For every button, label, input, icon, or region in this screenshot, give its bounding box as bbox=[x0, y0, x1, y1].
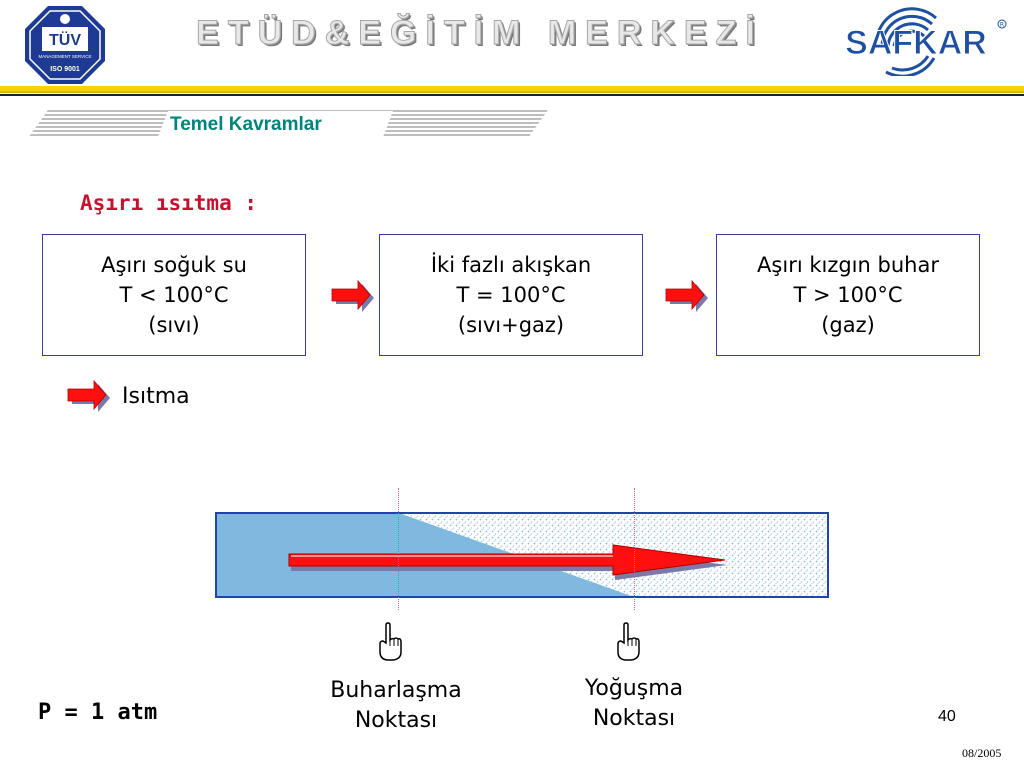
heating-tube-diagram bbox=[215, 512, 829, 598]
section-title: Temel Kavramlar bbox=[170, 114, 322, 135]
boiling-point-marker bbox=[398, 488, 399, 610]
state-phase: (sıvı) bbox=[148, 313, 200, 337]
pointing-hand-icon bbox=[612, 622, 642, 662]
pointing-hand-icon bbox=[374, 622, 404, 662]
state-box-subcooled-water bbox=[42, 234, 306, 356]
point-label-line: Buharlaşma bbox=[330, 678, 462, 703]
state-temperature: T = 100°C bbox=[456, 283, 566, 307]
state-box-two-phase-fluid bbox=[379, 234, 643, 356]
safkar-logo bbox=[816, 6, 1016, 76]
state-phase: (gaz) bbox=[821, 313, 875, 337]
right-arrow-icon bbox=[664, 278, 708, 314]
point-label-line: Yoğuşma bbox=[584, 676, 684, 701]
svg-text:ISO 9001: ISO 9001 bbox=[50, 66, 80, 73]
svg-text:TÜV: TÜV bbox=[49, 32, 81, 49]
state-name: Aşırı kızgın buhar bbox=[757, 253, 939, 277]
svg-text:SAFKAR: SAFKAR bbox=[845, 24, 987, 62]
date-label: 08/2005 bbox=[962, 746, 1002, 760]
legend-arrow-icon bbox=[66, 378, 110, 414]
header-title: ETÜD&EĞİTİM MERKEZİ bbox=[196, 14, 764, 52]
boiling-point-label bbox=[301, 676, 491, 736]
state-name: İki fazlı akışkan bbox=[430, 253, 592, 277]
page-number: 40 bbox=[938, 708, 956, 725]
state-temperature: T > 100°C bbox=[793, 283, 903, 307]
header-divider bbox=[0, 86, 1024, 93]
legend-label: Isıtma bbox=[122, 384, 190, 409]
state-temperature: T < 100°C bbox=[119, 283, 229, 307]
pressure-label: P = 1 atm bbox=[38, 700, 158, 725]
point-label-line: Noktası bbox=[592, 706, 676, 731]
condensation-point-marker bbox=[634, 488, 635, 610]
svg-text:MANAGEMENT SERVICE: MANAGEMENT SERVICE bbox=[38, 54, 92, 59]
heading: Aşırı ısıtma : bbox=[80, 191, 258, 215]
header-divider-line bbox=[0, 94, 1024, 96]
state-phase: (sıvı+gaz) bbox=[457, 313, 565, 337]
state-name: Aşırı soğuk su bbox=[101, 253, 247, 277]
condensation-point-label bbox=[539, 674, 729, 734]
state-box-superheated-steam bbox=[716, 234, 980, 356]
tuv-logo bbox=[24, 5, 106, 85]
point-label-line: Noktası bbox=[354, 708, 438, 733]
right-arrow-icon bbox=[330, 278, 374, 314]
svg-text:R: R bbox=[999, 21, 1005, 29]
